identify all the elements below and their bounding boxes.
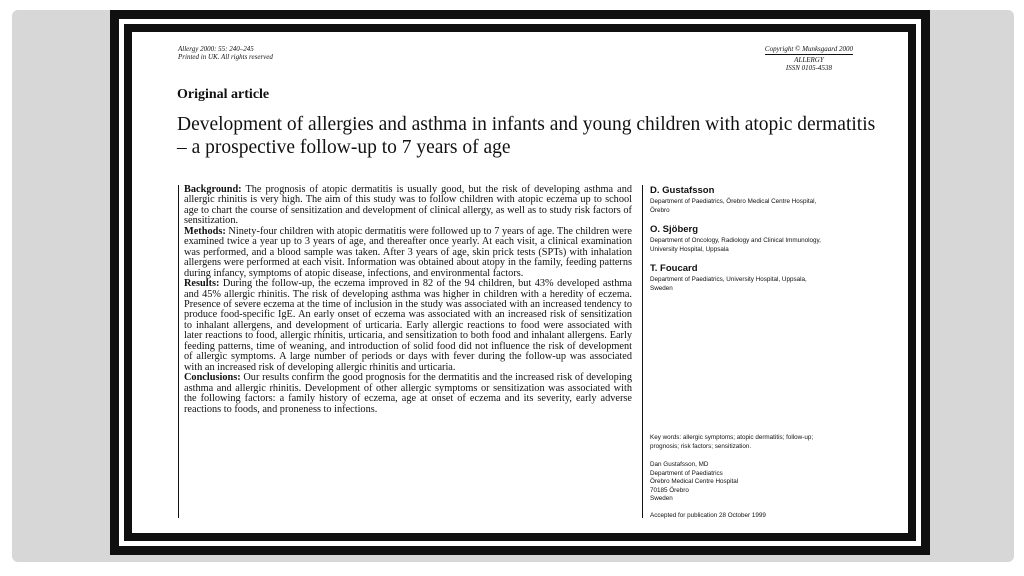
copyright-line: Copyright © Munksgaard 2000 bbox=[764, 45, 853, 53]
author-block bbox=[650, 263, 822, 293]
abstract bbox=[178, 185, 632, 518]
article-frame bbox=[110, 10, 930, 555]
printed-notice: Printed in UK. All rights reserved bbox=[178, 53, 273, 61]
article-title: Development of allergies and asthma in infants and young children with atopic dermatitis – a prospective follow-up to 7 years of age bbox=[177, 114, 876, 158]
methods-text: Ninety-four children with atopic dermatitis were followed up to 7 years of age. The children were examined twice a year up to 3 years of age, and thereafter once yearly. At each visit, a clinical examination was performed, and a blood sample was taken. After 3 years of age, skin prick tests (SPTs) with inhalation allergens were performed at each visit. Information was obtained about atopy in the family, feeding patterns during infancy, symptoms of atopic disease, infections, and environmental factors. bbox=[184, 225, 632, 279]
background-text: The prognosis of atopic dermatitis is usually good, but the risk of developing asthma and allergic rhinitis is very high. The aim of this study was to follow children with atopic eczema up to school age to chart the course of sensitization and development of clinical allergy, as well as to study risk factors of sensitization. bbox=[184, 184, 632, 227]
methods-label: Methods: bbox=[184, 225, 226, 237]
issn: ISSN 0105-4538 bbox=[785, 64, 832, 72]
author-block bbox=[650, 224, 822, 254]
author-sidebar bbox=[642, 185, 822, 518]
correspondence-address bbox=[650, 461, 825, 504]
author-affiliation: Department of Paediatrics, University Hospital, Uppsala, Sweden bbox=[650, 276, 807, 292]
author-block bbox=[650, 185, 822, 215]
journal-citation: Allergy 2000: 55: 240–245 bbox=[178, 45, 254, 53]
keywords: Key words: allergic symptoms; atopic dermatitis; follow-up; prognosis; risk factors; sensitization. bbox=[650, 434, 814, 450]
abstract-results bbox=[184, 279, 632, 373]
background-label: Background: bbox=[184, 184, 242, 195]
conclusions-label: Conclusions: bbox=[184, 372, 241, 384]
address-line: Örebro Medical Centre Hospital bbox=[650, 478, 739, 486]
author-name: D. Gustafsson bbox=[650, 185, 715, 196]
abstract-conclusions bbox=[184, 373, 632, 415]
section-label: Original article bbox=[177, 87, 270, 102]
author-affiliation: Department of Paediatrics, Örebro Medical Centre Hospital, Örebro bbox=[650, 198, 817, 214]
address-line: Sweden bbox=[650, 495, 673, 503]
article-page bbox=[132, 32, 908, 533]
address-line: Dan Gustafsson, MD bbox=[650, 461, 709, 468]
address-line: Department of Paediatrics bbox=[650, 469, 723, 477]
results-label: Results: bbox=[184, 278, 220, 290]
journal-header bbox=[178, 45, 273, 61]
results-text: During the follow-up, the eczema improved in 82 of the 94 children, but 43% developed asthma and 45% allergic rhinitis. The risk of developing asthma was higher in children with a heredity of eczema. Presence of severe eczema at the time of inclusion in the study was associated with an increased tendency to produce food-specific IgE. An early onset of eczema was associated with an increased risk of sensitization to inhalant allergens, and development of urticaria. Early allergic reactions to food were associated with later reactions to food, allergic rhinitis, urticaria, and sensitization to both food and inhalant allergens. Early feeding patterns, time of weaning, and introduction of solid food did not influence the risk of development of allergic symptoms. A large number of periods or days with fever during the follow-up was associated with an increased risk of developing allergic rhinitis and urticaria. bbox=[184, 278, 632, 373]
accepted-date: Accepted for publication 28 October 1999 bbox=[650, 512, 766, 519]
conclusions-text: Our results confirm the good prognosis for the dermatitis and the increased risk of developing asthma and allergic rhinitis. Development of other allergic symptoms or sensitization was associated with the following factors: a family history of eczema, age at onset of eczema and its severity, early adverse reactions to foods, and proneness to infections. bbox=[184, 372, 632, 415]
author-name: T. Foucard bbox=[650, 263, 698, 274]
author-name: O. Sjöberg bbox=[650, 224, 699, 235]
journal-name: ALLERGY bbox=[794, 56, 824, 64]
author-affiliation: Department of Oncology, Radiology and Clinical Immunology, University Hospital, Uppsala bbox=[650, 237, 821, 253]
abstract-background bbox=[184, 185, 632, 227]
address-line: 70185 Örebro bbox=[650, 486, 689, 494]
abstract-methods bbox=[184, 227, 632, 279]
copyright-header bbox=[765, 45, 853, 72]
